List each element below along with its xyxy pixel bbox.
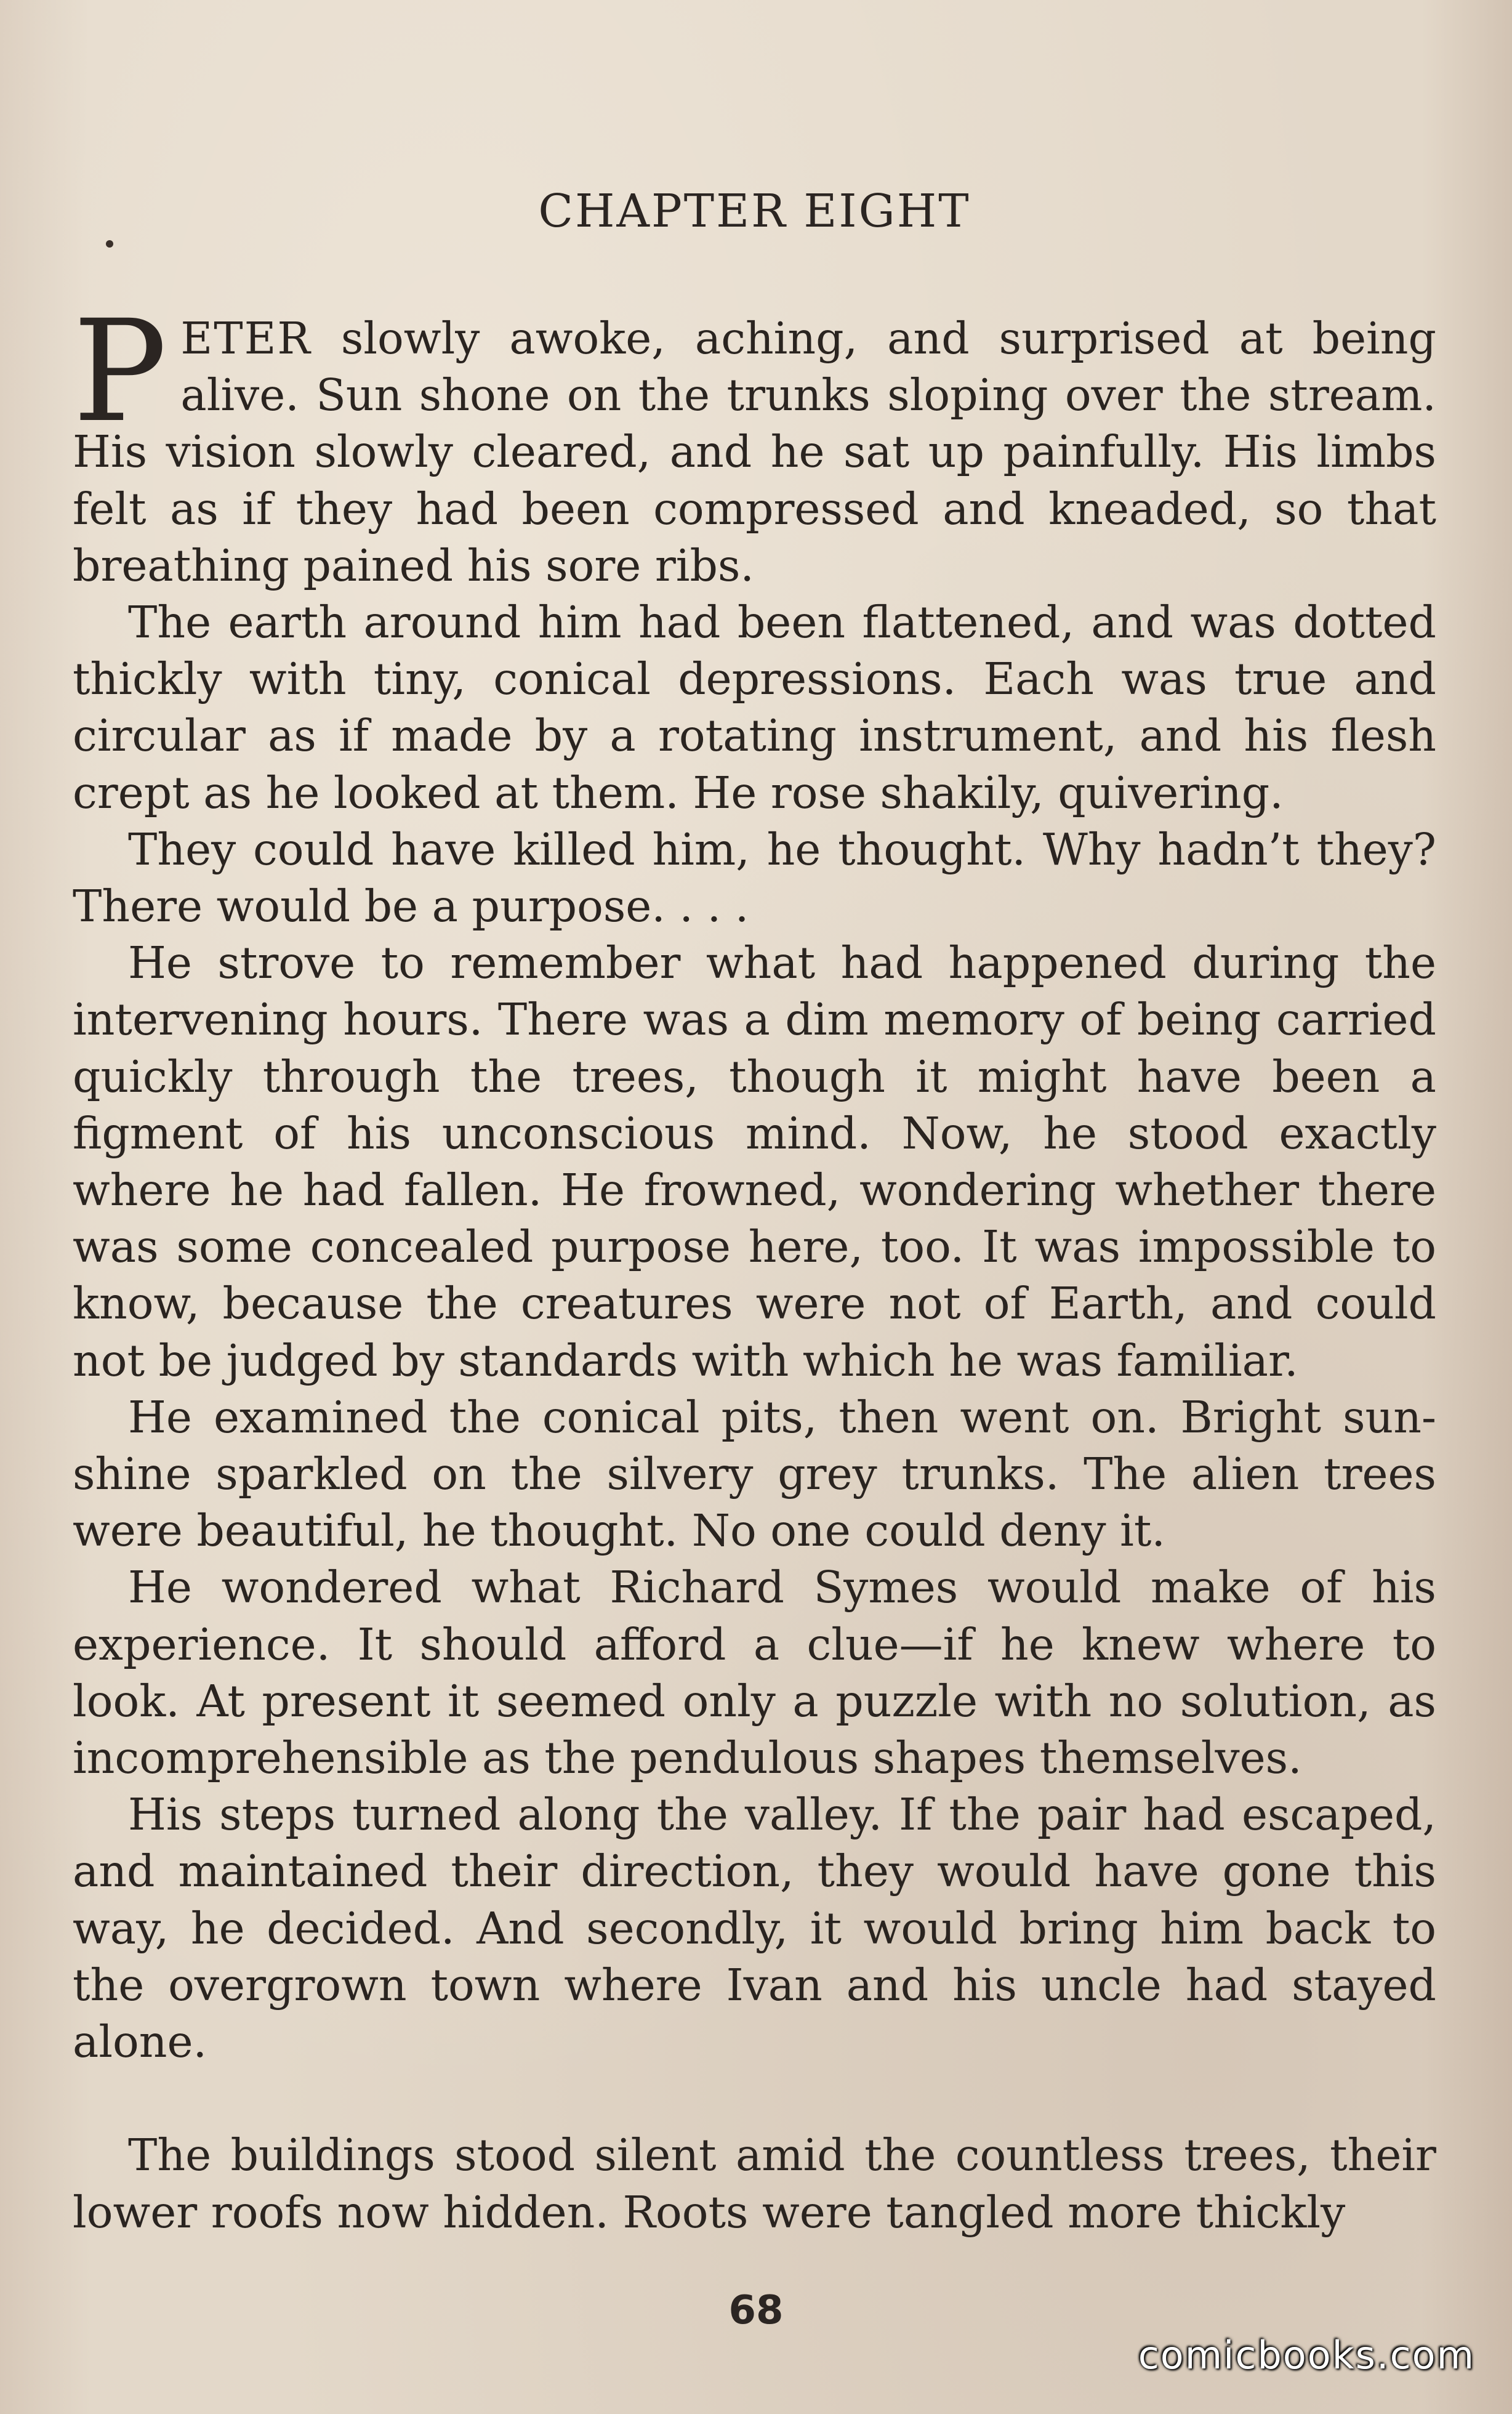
paragraph-after-break: The buildings stood silent amid the countless trees, their lower roofs now hidden. Roots were tangled more thickly (73, 2129, 1436, 2238)
section-break (73, 2070, 1436, 2127)
paragraph-3: They could have killed him, he thought. Why hadn’t they? There would be a purpose. . . . (73, 823, 1436, 932)
chapter-title: CHAPTER EIGHT (538, 185, 971, 238)
paragraph-7: His steps turned along the valley. If the pair had escaped, and maintained their direction, they would have gone this way, he decided. And secondly, it would bring him back to the overgrown town where Ivan and his uncle had stayed alone. (73, 1789, 1436, 2068)
paragraph-4: He strove to remember what had happened during the intervening hours. There was a dim memory of being carried quickly through the trees, though it might have been a figment of his unconscious mind. Now, he stood exactly where he had fallen. He frowned, wondering whether there was some concealed purpose here, too. It was impossible to know, because the creatures were not of Earth, and could not be judged by standards with which he was familiar. (73, 937, 1436, 1386)
body-text (73, 289, 1436, 2241)
page-number: 68 (728, 2288, 784, 2333)
drop-cap: P (73, 289, 167, 453)
opening-paragraph (73, 289, 1436, 594)
paragraph-6: He wondered what Richard Symes would make of his experience. It should afford a clue—if he knew where to look. At present it seemed only a puzzle with no solution, as incomprehensible as the pendulous shapes themselves. (73, 1562, 1436, 1784)
opening-text: slowly awoke, aching, and surprised at being alive. Sun shone on the trunks sloping over the stream. His vision slowly cleared, and he sat up painfully. His limbs felt as if they had been compressed and kneaded, so that breathing pained his sore ribs. (73, 313, 1436, 591)
paragraph-5: He examined the conical pits, then went on. Bright sun-shine sparkled on the silvery grey trunks. The alien trees were beautiful, he thought. No one could deny it. (73, 1391, 1436, 1557)
book-page (73, 185, 1436, 2241)
opening-small-caps: ETER (180, 313, 312, 364)
watermark: comicbooks.com (1138, 2333, 1475, 2378)
paragraph-2: The earth around him had been flattened, and was dotted thickly with tiny, conical depressions. Each was true and circular as if made by a rotating instrument, and his flesh crept as he looked at them. He rose shakily, quivering. (73, 597, 1436, 818)
